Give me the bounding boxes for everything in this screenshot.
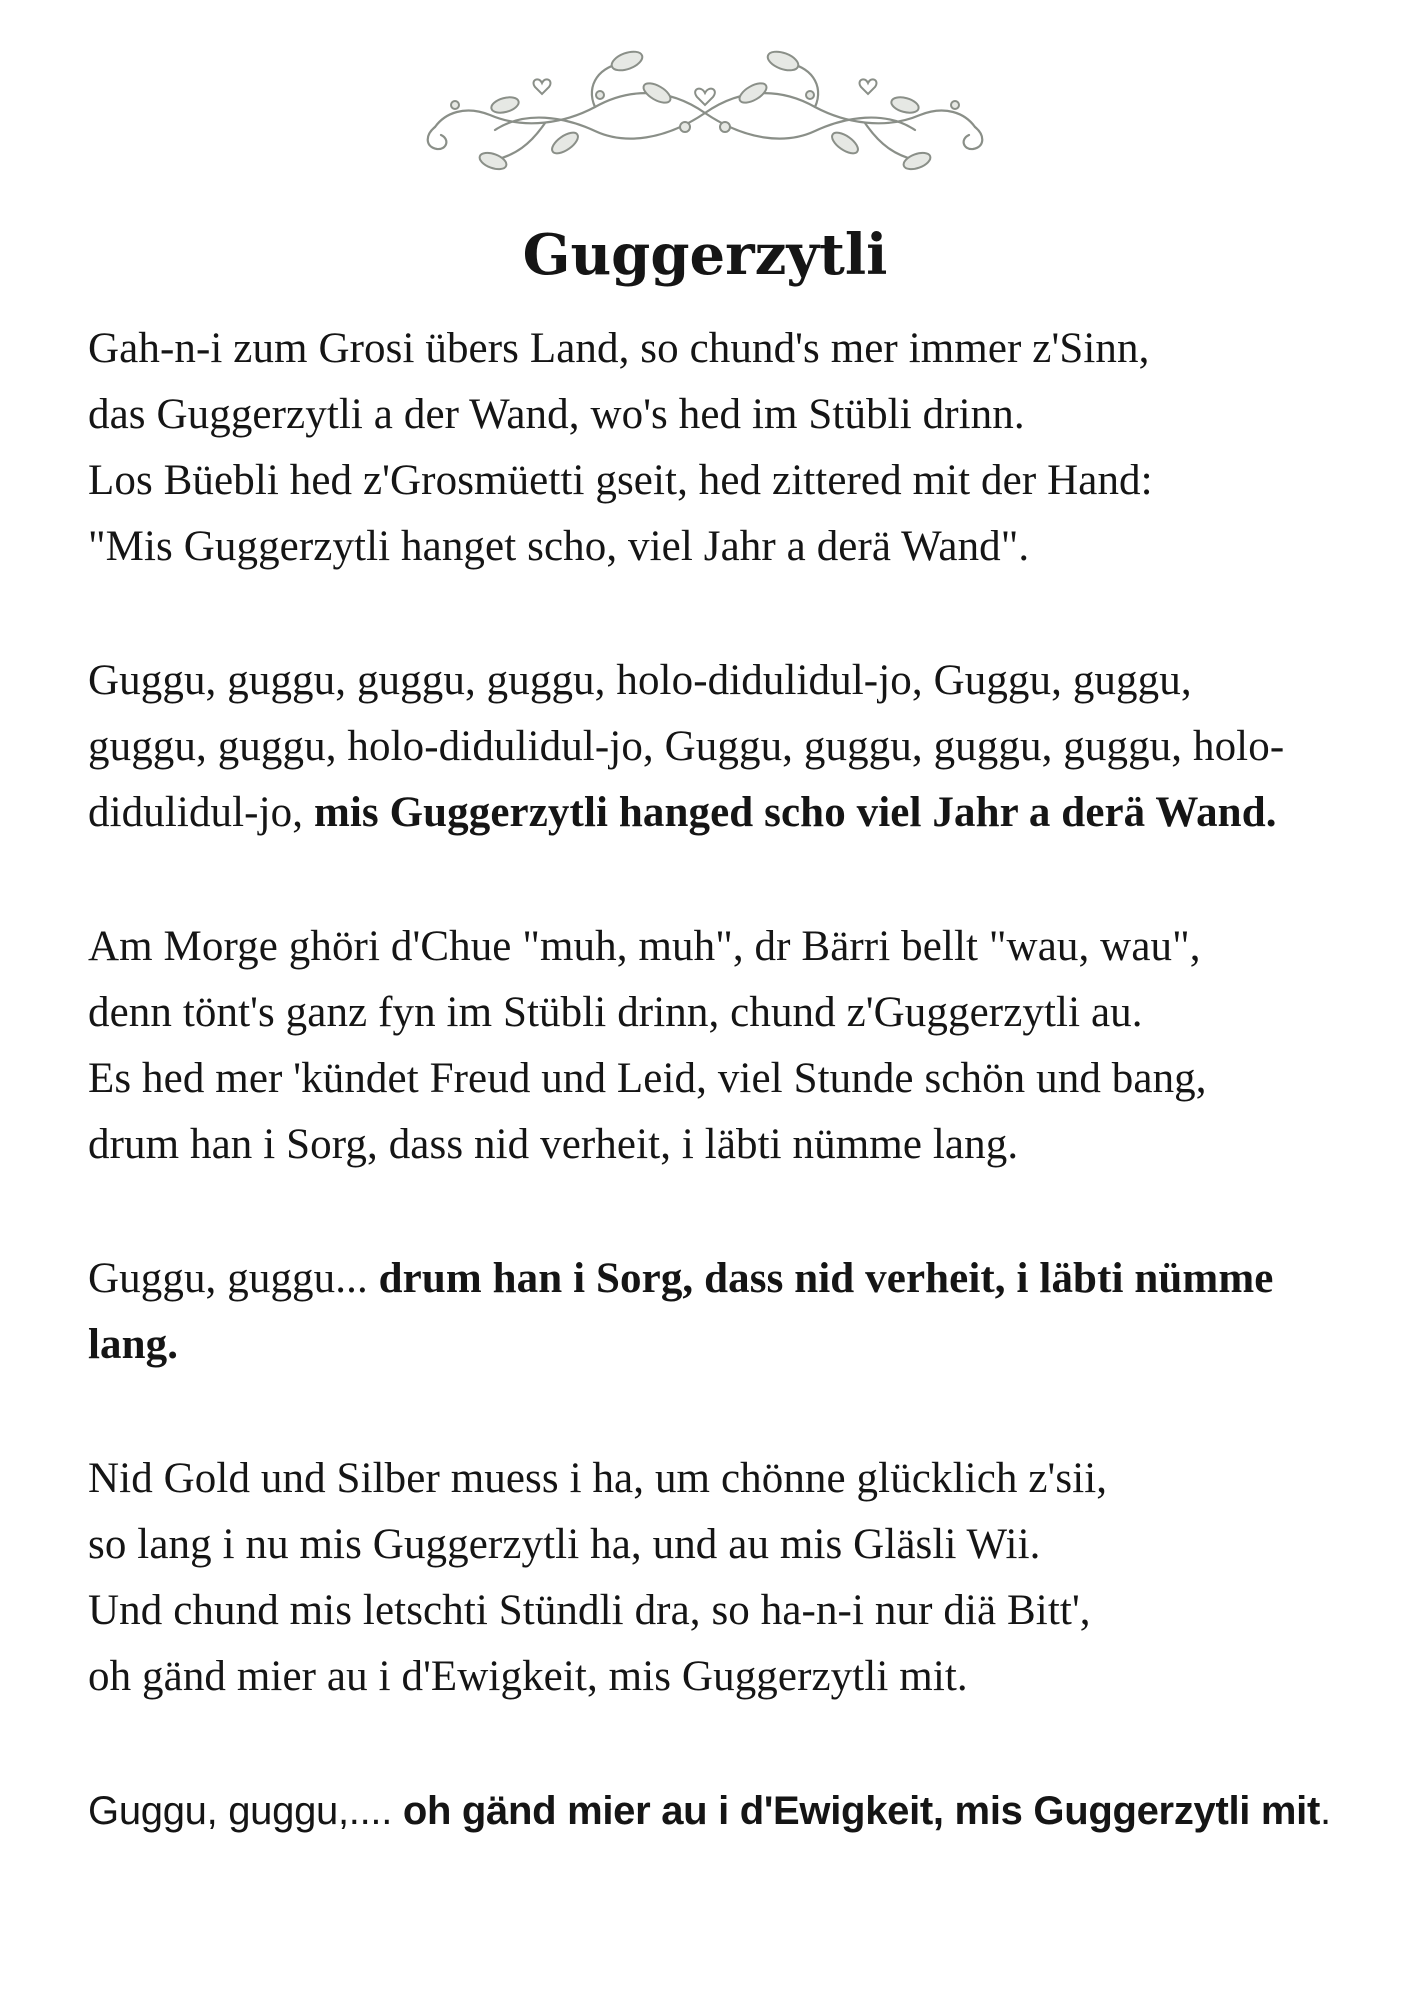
chorus-2 <box>88 1246 1348 1378</box>
lyrics-body <box>88 316 1348 1912</box>
chorus-3 <box>88 1778 1348 1844</box>
verse-line: Am Morge ghöri d'Chue "muh, muh", dr Bärri bellt "wau, wau", <box>88 923 1201 970</box>
chorus-line: Guggu, guggu, guggu, guggu, holo-didulidul-jo, Guggu, guggu, <box>88 657 1192 704</box>
verse-1 <box>88 316 1348 580</box>
verse-line: "Mis Guggerzytli hanget scho, viel Jahr a derä Wand". <box>88 523 1030 570</box>
chorus-text: didulidul-jo, <box>88 789 314 836</box>
verse-3 <box>88 1446 1348 1710</box>
verse-line: so lang i nu mis Guggerzytli ha, und au mis Gläsli Wii. <box>88 1521 1041 1568</box>
song-title: Guggerzytli <box>522 222 888 288</box>
verse-2 <box>88 914 1348 1178</box>
chorus-line <box>88 1246 1348 1312</box>
verse-line: Gah-n-i zum Grosi übers Land, so chund's mer immer z'Sinn, <box>88 325 1150 372</box>
chorus-emphasis: lang. <box>88 1321 179 1368</box>
verse-line: drum han i Sorg, dass nid verheit, i läbti nümme lang. <box>88 1121 1019 1168</box>
chorus-text: Guggu, guggu... <box>88 1255 379 1302</box>
verse-line: oh gänd mier au i d'Ewigkeit, mis Guggerzytli mit. <box>88 1653 968 1700</box>
chorus-line: guggu, guggu, holo-didulidul-jo, Guggu, guggu, guggu, guggu, holo- <box>88 723 1285 770</box>
chorus-emphasis: oh gänd mier au i d'Ewigkeit, mis Guggerzytli mit <box>402 1789 1321 1833</box>
chorus-text: Guggu, guggu,.... <box>88 1789 403 1833</box>
verse-line: Los Büebli hed z'Grosmüetti gseit, hed zittered mit der Hand: <box>88 457 1153 504</box>
chorus-1 <box>88 648 1348 846</box>
chorus-emphasis: drum han i Sorg, dass nid verheit, i läbti nümme <box>378 1255 1274 1302</box>
chorus-line <box>88 780 1348 846</box>
verse-line: Nid Gold und Silber muess i ha, um chönne glücklich z'sii, <box>88 1455 1108 1502</box>
verse-line: das Guggerzytli a der Wand, wo's hed im Stübli drinn. <box>88 391 1025 438</box>
floral-vine-ornament-icon <box>395 35 1015 185</box>
verse-line: denn tönt's ganz fyn im Stübli drinn, chund z'Guggerzytli au. <box>88 989 1143 1036</box>
verse-line: Und chund mis letschti Stündli dra, so ha-n-i nur diä Bitt', <box>88 1587 1091 1634</box>
chorus-end: . <box>1320 1789 1331 1833</box>
chorus-line <box>88 1778 1348 1844</box>
chorus-emphasis: mis Guggerzytli hanged scho viel Jahr a derä Wand. <box>313 789 1277 836</box>
verse-line: Es hed mer 'kündet Freud und Leid, viel Stunde schön und bang, <box>88 1055 1207 1102</box>
